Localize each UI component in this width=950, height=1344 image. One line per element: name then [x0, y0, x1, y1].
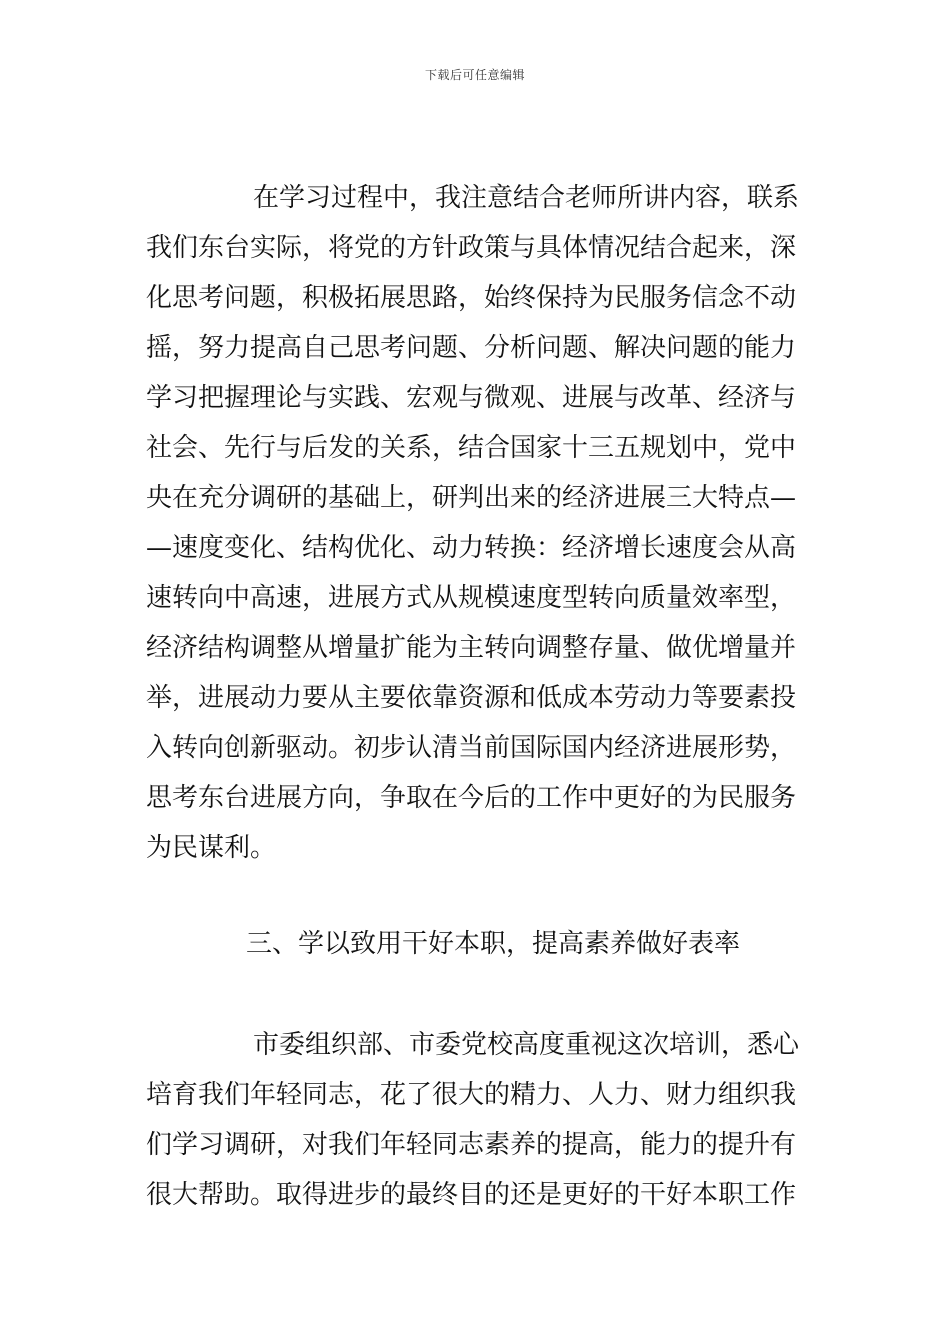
text-line: —速度变化、结构优化、动力转换：经济增长速度会从高 [146, 533, 797, 563]
text-line: 化思考问题，积极拓展思路，始终保持为民服务信念不动 [146, 283, 797, 313]
text-line: 学习把握理论与实践、宏观与微观、进展与改革、经济与 [146, 383, 797, 413]
header-note: 下载后可任意编辑 [424, 68, 525, 82]
text-line: 们学习调研，对我们年轻同志素养的提高，能力的提升有 [146, 1130, 797, 1160]
text-line: 速转向中高速，进展方式从规模速度型转向质量效率型， [146, 583, 797, 613]
text-line: 培育我们年轻同志，花了很大的精力、人力、财力组织我 [146, 1080, 797, 1110]
text-line: 我们东台实际，将党的方针政策与具体情况结合起来，深 [146, 233, 797, 263]
text-line: 为民谋利。 [146, 833, 277, 863]
text-line: 市委组织部、市委党校高度重视这次培训，悉心 [253, 1030, 800, 1060]
paragraph-2 [146, 1020, 806, 1220]
text-line: 思考东台进展方向，争取在今后的工作中更好的为民服务 [146, 783, 797, 813]
text-line: 入转向创新驱动。初步认清当前国际国内经济进展形势， [146, 733, 797, 763]
section-heading: 三、学以致用干好本职，提高素养做好表率 [246, 929, 741, 959]
text-line: 在学习过程中，我注意结合老师所讲内容，联系 [253, 183, 800, 213]
text-line: 经济结构调整从增量扩能为主转向调整存量、做优增量并 [146, 633, 797, 663]
text-line: 社会、先行与后发的关系，结合国家十三五规划中，党中 [146, 433, 797, 463]
text-line: 很大帮助。取得进步的最终目的还是更好的干好本职工作 [146, 1180, 797, 1210]
text-line: 摇，努力提高自己思考问题、分析问题、解决问题的能力 [146, 333, 797, 363]
paragraph-1 [146, 173, 806, 873]
text-line: 央在充分调研的基础上，研判出来的经济进展三大特点— [146, 483, 797, 513]
text-line: 举，进展动力要从主要依靠资源和低成本劳动力等要素投 [146, 683, 797, 713]
